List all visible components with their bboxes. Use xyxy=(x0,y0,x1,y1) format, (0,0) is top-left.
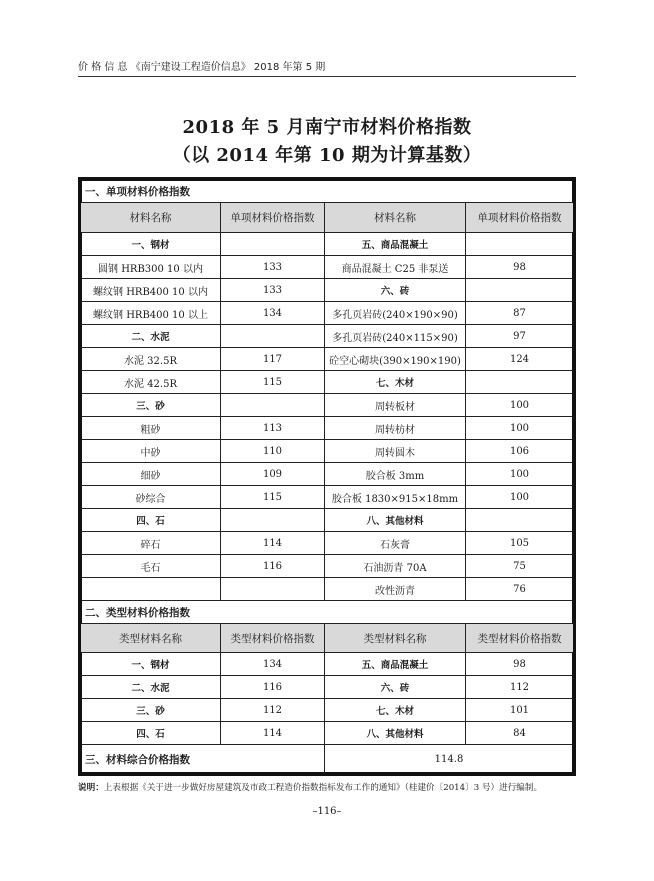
running-header: 价 格 信 息 《南宁建设工程造价信息》 2018 年第 5 期 xyxy=(78,62,326,73)
table-cell-2 xyxy=(221,509,325,531)
table-cell-3: 七、木材 xyxy=(325,371,466,393)
table-cell-1: 四、石 xyxy=(81,509,221,531)
table-cell-2: 114 xyxy=(221,722,325,744)
table-row xyxy=(81,486,573,509)
table-cell-2: 112 xyxy=(221,699,325,721)
table-cell-1: 三、砂 xyxy=(81,394,221,416)
table-cell-4: 97 xyxy=(513,330,526,342)
table-cell-3: 周转枋材 xyxy=(325,417,466,439)
table-cell-1: 中砂 xyxy=(81,440,221,462)
table-cell-2: 110 xyxy=(221,440,325,462)
table-cell-4: 84 xyxy=(513,727,526,739)
table-cell-2 xyxy=(221,325,325,347)
table-cell-3: 周转板材 xyxy=(325,394,466,416)
table-cell-4: 76 xyxy=(513,583,526,595)
table-cell-3: 胶合板 3mm xyxy=(325,463,466,485)
table-cell-2: 116 xyxy=(221,555,325,577)
table-cell-1: 水泥 42.5R xyxy=(81,371,221,393)
table-row xyxy=(81,676,573,699)
note-label: 说明： xyxy=(78,783,104,793)
table-cell-4 xyxy=(466,509,573,531)
table-cell-2: 133 xyxy=(221,256,325,278)
table-cell-2: 109 xyxy=(221,463,325,485)
table-cell-1: 二、水泥 xyxy=(81,676,221,698)
table-cell-2: 116 xyxy=(221,676,325,698)
table-cell-3: 五、商品混凝土 xyxy=(325,653,466,675)
table-cell-3: 五、商品混凝土 xyxy=(325,233,466,255)
table-cell-1: 细砂 xyxy=(81,463,221,485)
header-cell-4: 类型材料价格指数 xyxy=(466,624,573,652)
table-cell-4: 101 xyxy=(509,704,530,716)
page-title: 2018 年 5 月南宁市材料价格指数 xyxy=(182,117,472,138)
table-row xyxy=(81,532,573,555)
table-cell-4 xyxy=(466,371,573,393)
table-cell-4: 100 xyxy=(509,399,530,411)
table-row xyxy=(81,463,573,486)
table-row xyxy=(81,440,573,463)
table-cell-2: 133 xyxy=(221,279,325,301)
table-cell-3: 石油沥青 70A xyxy=(325,555,466,577)
table-cell-1: 四、石 xyxy=(81,722,221,744)
table-cell-1: 水泥 32.5R xyxy=(81,348,221,370)
table-cell-2 xyxy=(221,578,325,600)
table-row xyxy=(81,653,573,676)
table-cell-4: 105 xyxy=(509,537,530,549)
table-cell-3: 六、砖 xyxy=(325,676,466,698)
table-cell-3: 多孔页岩砖(240×115×90) xyxy=(325,325,466,347)
table-cell-4: 106 xyxy=(509,445,530,457)
table-cell-2: 114 xyxy=(221,532,325,554)
table-cell-1: 螺纹钢 HRB400 10 以内 xyxy=(81,279,221,301)
table-cell-1: 粗砂 xyxy=(81,417,221,439)
table-cell-4: 112 xyxy=(509,681,530,693)
table-cell-3: 石灰膏 xyxy=(325,532,466,554)
table-row xyxy=(81,394,573,417)
table-header-row xyxy=(81,624,573,653)
table-row xyxy=(81,371,573,394)
composite-index-row xyxy=(81,745,573,773)
page-number: –116– xyxy=(312,806,342,817)
header-cell-1: 类型材料名称 xyxy=(81,624,221,652)
table-row xyxy=(81,699,573,722)
table-cell-4: 87 xyxy=(513,307,526,319)
table-cell-4: 100 xyxy=(509,491,530,503)
header-rule xyxy=(78,76,576,77)
table-row xyxy=(81,417,573,440)
table-row xyxy=(81,555,573,578)
table-cell-1: 二、水泥 xyxy=(81,325,221,347)
table-row xyxy=(81,722,573,745)
header-cell-4: 单项材料价格指数 xyxy=(466,203,573,232)
table-header-row xyxy=(81,203,573,233)
table-cell-3: 八、其他材料 xyxy=(325,722,466,744)
table-cell-2 xyxy=(221,233,325,255)
table-cell-3: 胶合板 1830×915×18mm xyxy=(325,486,466,508)
note-text: 上表根据《关于进一步做好房屋建筑及市政工程造价指数指标发布工作的通知》（桂建价〔2014〕3 号）进行编制。 xyxy=(103,783,543,793)
table-cell-1: 一、钢材 xyxy=(81,233,221,255)
header-cell-2: 单项材料价格指数 xyxy=(221,203,325,232)
table-cell-4: 100 xyxy=(509,422,530,434)
table-row xyxy=(81,279,573,302)
header-cell-1: 材料名称 xyxy=(81,203,221,232)
table-row xyxy=(81,233,573,256)
table-cell-1: 三、砂 xyxy=(81,699,221,721)
table-cell-3: 八、其他材料 xyxy=(325,509,466,531)
table-cell-4: 98 xyxy=(513,261,526,273)
table-cell-3: 七、木材 xyxy=(325,699,466,721)
page-subtitle: （以 2014 年第 10 期为计算基数） xyxy=(172,145,482,166)
table-row xyxy=(81,348,573,371)
table-row xyxy=(81,256,573,279)
table-cell-3: 商品混凝土 C25 非泵送 xyxy=(325,256,466,278)
table-cell-1: 圆钢 HRB300 10 以内 xyxy=(81,256,221,278)
table-cell-2: 117 xyxy=(221,348,325,370)
table-row xyxy=(81,302,573,325)
table-cell-4: 75 xyxy=(513,560,526,572)
table-note xyxy=(78,781,578,793)
table-row xyxy=(81,325,573,348)
section-title-type-index: 二、类型材料价格指数 xyxy=(81,601,573,624)
table-cell-2: 115 xyxy=(221,371,325,393)
table-cell-3: 多孔页岩砖(240×190×90) xyxy=(325,302,466,324)
table-cell-4: 100 xyxy=(509,468,530,480)
table-cell-3: 改性沥青 xyxy=(325,578,466,600)
table-cell-1: 毛石 xyxy=(81,555,221,577)
table-cell-1: 碎石 xyxy=(81,532,221,554)
table-row xyxy=(81,578,573,601)
composite-index-label: 三、材料综合价格指数 xyxy=(81,745,325,773)
header-cell-3: 类型材料名称 xyxy=(325,624,466,652)
composite-index-value: 114.8 xyxy=(434,753,464,765)
header-cell-3: 材料名称 xyxy=(325,203,466,232)
table-cell-2: 134 xyxy=(221,302,325,324)
table-cell-2: 113 xyxy=(221,417,325,439)
table-cell-4: 124 xyxy=(509,353,530,365)
table-cell-4: 98 xyxy=(513,658,526,670)
table-cell-2 xyxy=(221,394,325,416)
table-cell-3: 六、砖 xyxy=(325,279,466,301)
table-cell-3: 砼空心砌块(390×190×190) xyxy=(325,348,466,370)
table-cell-1: 螺纹钢 HRB400 10 以上 xyxy=(81,302,221,324)
table-cell-1 xyxy=(81,578,221,600)
header-cell-2: 类型材料价格指数 xyxy=(221,624,325,652)
table-cell-4 xyxy=(466,279,573,301)
table-cell-2: 115 xyxy=(221,486,325,508)
section-title-single-index: 一、单项材料价格指数 xyxy=(81,181,573,203)
table-cell-4 xyxy=(466,233,573,255)
table-row xyxy=(81,509,573,532)
table-cell-1: 一、钢材 xyxy=(81,653,221,675)
table-cell-2: 134 xyxy=(221,653,325,675)
table-cell-3: 周转圆木 xyxy=(325,440,466,462)
table-cell-1: 砂综合 xyxy=(81,486,221,508)
